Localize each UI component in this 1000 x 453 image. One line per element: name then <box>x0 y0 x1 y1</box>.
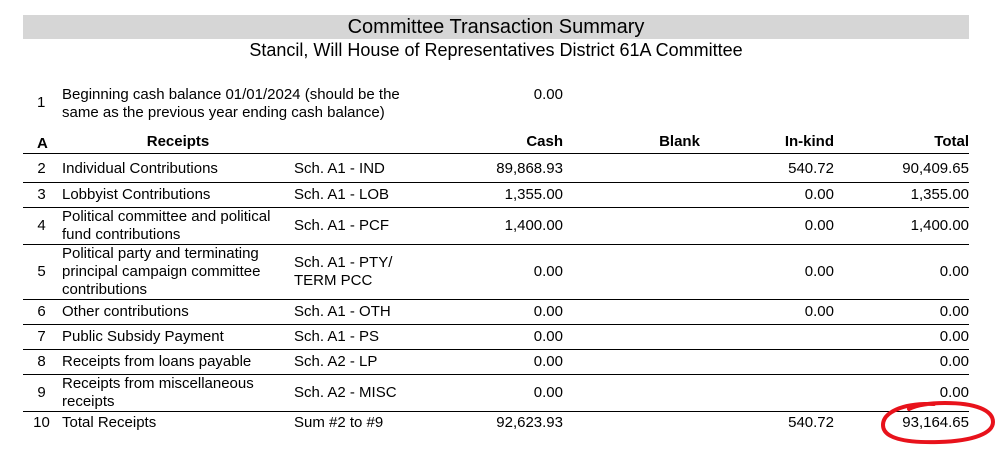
row-blank <box>642 244 717 299</box>
row-cash: 92,623.93 <box>496 414 563 431</box>
row-schedule: Sch. A2 - LP <box>294 352 378 370</box>
row-cash: 0.00 <box>533 262 563 280</box>
row-inkind <box>745 349 834 374</box>
row-cash: 1,355.00 <box>504 185 563 203</box>
page-title: Committee Transaction Summary <box>23 15 969 39</box>
row-description: Total Receipts <box>62 414 157 431</box>
row-blank <box>642 207 717 244</box>
row-number: 2 <box>37 160 46 177</box>
row-number: 1 <box>37 94 46 111</box>
row-total: 1,355.00 <box>910 185 969 203</box>
row-schedule: Sch. A1 - OTH <box>294 302 391 320</box>
cash-header: Cash <box>526 133 563 150</box>
row-total: 90,409.65 <box>902 160 969 177</box>
row-number: 8 <box>37 352 46 370</box>
beginning-balance-value: 0.00 <box>533 86 563 103</box>
row-description: Other contributions <box>62 302 189 320</box>
row-description: Political committee and political fund contributions <box>62 207 271 243</box>
receipts-header: Receipts <box>146 133 210 150</box>
blank-header: Blank <box>659 133 700 150</box>
header-divider <box>23 153 969 154</box>
row-inkind <box>745 374 834 411</box>
total-header: Total <box>934 133 969 150</box>
row-blank <box>642 156 717 182</box>
row-description: Receipts from miscellaneous receipts <box>62 374 254 410</box>
row-blank <box>642 411 717 435</box>
row-inkind: 0.00 <box>804 262 834 280</box>
row-total: 0.00 <box>939 352 969 370</box>
row-blank <box>642 324 717 349</box>
row-number: 3 <box>37 185 46 203</box>
row-schedule: Sch. A1 - PCF <box>294 216 390 234</box>
row-description: Political party and terminating principal campaign committee contributions <box>62 244 261 298</box>
row-inkind: 540.72 <box>788 414 834 431</box>
row-description: Receipts from loans payable <box>62 352 252 370</box>
row-cash: 0.00 <box>533 327 563 345</box>
row-number: 4 <box>37 216 46 234</box>
row-schedule: Sch. A1 - PTY/ TERM PCC <box>294 253 393 289</box>
row-number: 9 <box>37 383 46 401</box>
row-description: Lobbyist Contributions <box>62 185 211 203</box>
row-inkind: 0.00 <box>804 185 834 203</box>
row-total: 0.00 <box>939 302 969 320</box>
row-schedule: Sch. A1 - IND <box>294 160 385 177</box>
row-cash: 0.00 <box>533 352 563 370</box>
row-number: 6 <box>37 302 46 320</box>
row-schedule: Sum #2 to #9 <box>294 414 384 431</box>
row-inkind: 540.72 <box>788 160 834 177</box>
row-cash: 1,400.00 <box>504 216 563 234</box>
row-blank <box>642 349 717 374</box>
row-schedule: Sch. A1 - LOB <box>294 185 390 203</box>
row-cash: 0.00 <box>533 302 563 320</box>
row-total: 1,400.00 <box>910 216 969 234</box>
row-inkind: 0.00 <box>804 216 834 234</box>
row-inkind: 0.00 <box>804 302 834 320</box>
row-description: Public Subsidy Payment <box>62 327 224 345</box>
row-number: 10 <box>33 414 50 431</box>
row-total: 0.00 <box>939 262 969 280</box>
row-number: 7 <box>37 327 46 345</box>
row-blank <box>642 374 717 411</box>
row-cash: 89,868.93 <box>496 160 563 177</box>
row-cash: 0.00 <box>533 383 563 401</box>
row-inkind <box>745 324 834 349</box>
row-total: 0.00 <box>939 327 969 345</box>
row-total: 0.00 <box>939 383 969 401</box>
row-number: 5 <box>37 262 46 280</box>
beginning-balance-label: Beginning cash balance 01/01/2024 (should be the same as the previous year ending cash balance) <box>62 86 400 121</box>
section-label: A <box>37 135 48 152</box>
row-total: 93,164.65 <box>902 414 969 431</box>
row-blank <box>642 299 717 324</box>
row-description: Individual Contributions <box>62 160 218 177</box>
row-schedule: Sch. A1 - PS <box>294 327 380 345</box>
row-schedule: Sch. A2 - MISC <box>294 383 397 401</box>
inkind-header: In-kind <box>784 133 834 150</box>
committee-subtitle: Stancil, Will House of Representatives District 61A Committee <box>249 40 743 60</box>
row-blank <box>642 182 717 207</box>
